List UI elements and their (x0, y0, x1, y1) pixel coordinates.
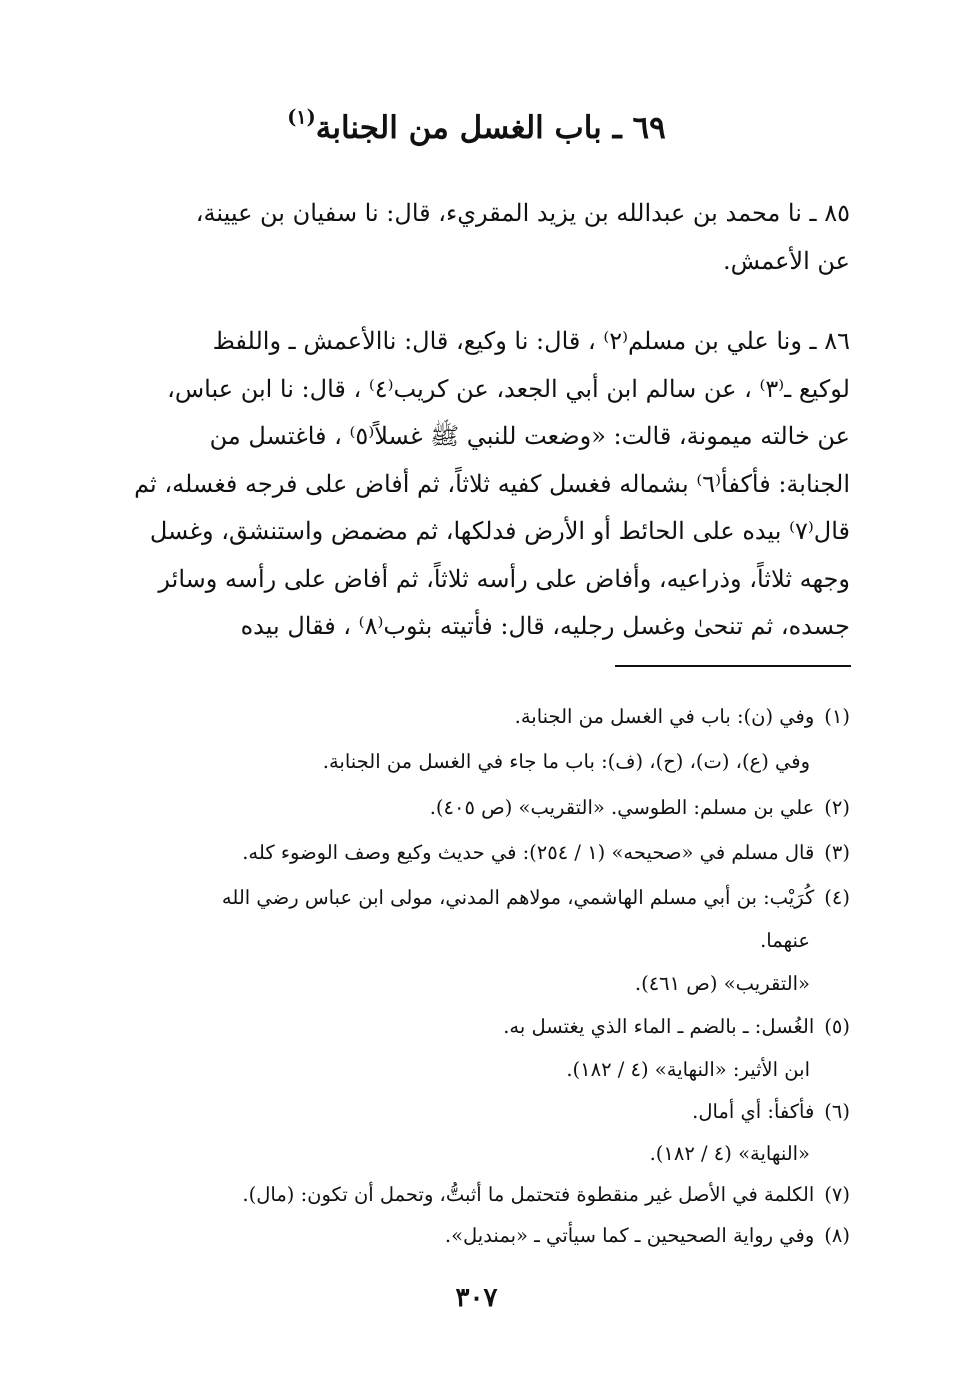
footnote-text: «التقريب» (ص ٤٦١). (634, 972, 810, 995)
hadith-85-line: عن الأعمش. (723, 246, 850, 275)
footnote-line (128, 961, 850, 1006)
hadith-86-line: عن خالته ميمونة، قالت: «وضعت للنبي ﷺ غسلاً⁽٥⁾ ، فاغتسل من (209, 422, 850, 450)
footnote-line (128, 1048, 850, 1091)
hadith-86-line: قال⁽٧⁾ بيده على الحائط أو الأرض فدلكها، ثم مضمض واستنشق، وغسل (149, 517, 850, 545)
footnote-text: عنهما. (760, 929, 810, 952)
footnote-line (128, 830, 850, 876)
footnote-number: (١) (824, 705, 850, 728)
footnote-text: الغُسل: ـ بالضم ـ الماء الذي يغتسل به. (503, 1015, 815, 1038)
hadith-86-line: جسده، ثم تنحىٰ وغسل رجليه، قال: فأتيته بثوب⁽٨⁾ ، فقال بيده (240, 612, 850, 640)
footnote-text: فأكفأ: أي أمال. (692, 1100, 815, 1123)
footnote-number: (٥) (824, 1015, 850, 1038)
hadith-85 (128, 190, 850, 285)
footnote-text: الكلمة في الأصل غير منقطوة فتحتمل ما أثبتُّ، وتحمل أن تكون: (مال). (242, 1183, 815, 1206)
footnote-number: (٤) (824, 886, 850, 909)
footnote-line (128, 785, 850, 830)
footnote-line (128, 876, 850, 920)
footnote-line (128, 1174, 850, 1215)
footnote-number: (٧) (824, 1183, 850, 1206)
footnote-text: وفي (ن): باب في الغسل من الجنابة. (514, 705, 815, 728)
footnote-line (128, 1091, 850, 1133)
heading-footnote-marker: (١) (287, 105, 316, 129)
hadith-86-line: وجهه ثلاثاً، وذراعيه، وأفاض على رأسه ثلاثاً، ثم أفاض على رأسه وسائر (158, 564, 850, 593)
footnote-number: (٣) (824, 841, 850, 864)
footnote-line (128, 1215, 850, 1257)
hadith-86-line: الجنابة: فأكفأ⁽٦⁾ بشماله فغسل كفيه ثلاثاً، ثم أفاض على فرجه فغسله، ثم (134, 469, 850, 498)
chapter-heading (120, 98, 833, 158)
footnote-line (128, 920, 850, 961)
footnotes (128, 694, 850, 1257)
footnote-text: ابن الأثير: «النهاية» (٤ / ١٨٢). (566, 1058, 810, 1081)
chapter-heading-text: ٦٩ ـ باب الغسل من الجنابة (315, 110, 666, 146)
footnote-text: وفي (ع)، (ت)، (ح)، (ف): باب ما جاء في الغسل من الجنابة. (322, 750, 810, 773)
hadith-85-line: ٨٥ ـ نا محمد بن عبدالله بن يزيد المقريء، قال: نا سفيان بن عيينة، (195, 199, 850, 227)
footnote-text: قال مسلم في «صحيحه» (١ / ٢٥٤): في حديث وكيع وصف الوضوء كله. (242, 841, 815, 864)
hadith-86-line: ٨٦ ـ ونا علي بن مسلم⁽٢⁾ ، قال: نا وكيع، قال: ناالأعمش ـ واللفظ (212, 327, 850, 355)
hadith-86-line: لوكيع ـ⁽٣⁾ ، عن سالم ابن أبي الجعد، عن كريب⁽٤⁾ ، قال: نا ابن عباس، (167, 374, 850, 403)
hadith-86 (128, 318, 850, 651)
footnote-line (128, 739, 850, 785)
footnote-text: «النهاية» (٤ / ١٨٢). (649, 1142, 810, 1165)
footnote-text: علي بن مسلم: الطوسي. «التقريب» (ص ٤٠٥). (429, 796, 815, 819)
footnote-line (128, 1006, 850, 1048)
footnote-line (128, 694, 850, 739)
footnote-number: (٨) (824, 1224, 850, 1247)
footnote-number: (٦) (824, 1100, 850, 1123)
footnote-line (128, 1133, 850, 1174)
footnote-number: (٢) (824, 796, 850, 819)
footnote-separator (615, 665, 851, 667)
footnote-text: وفي رواية الصحيحين ـ كما سيأتي ـ «بمنديل». (444, 1224, 815, 1247)
footnote-text: كُرَيْب: بن أبي مسلم الهاشمي، مولاهم المدني، مولى ابن عباس رضي الله (221, 886, 815, 909)
page-number: ٣٠٧ (455, 1283, 498, 1313)
